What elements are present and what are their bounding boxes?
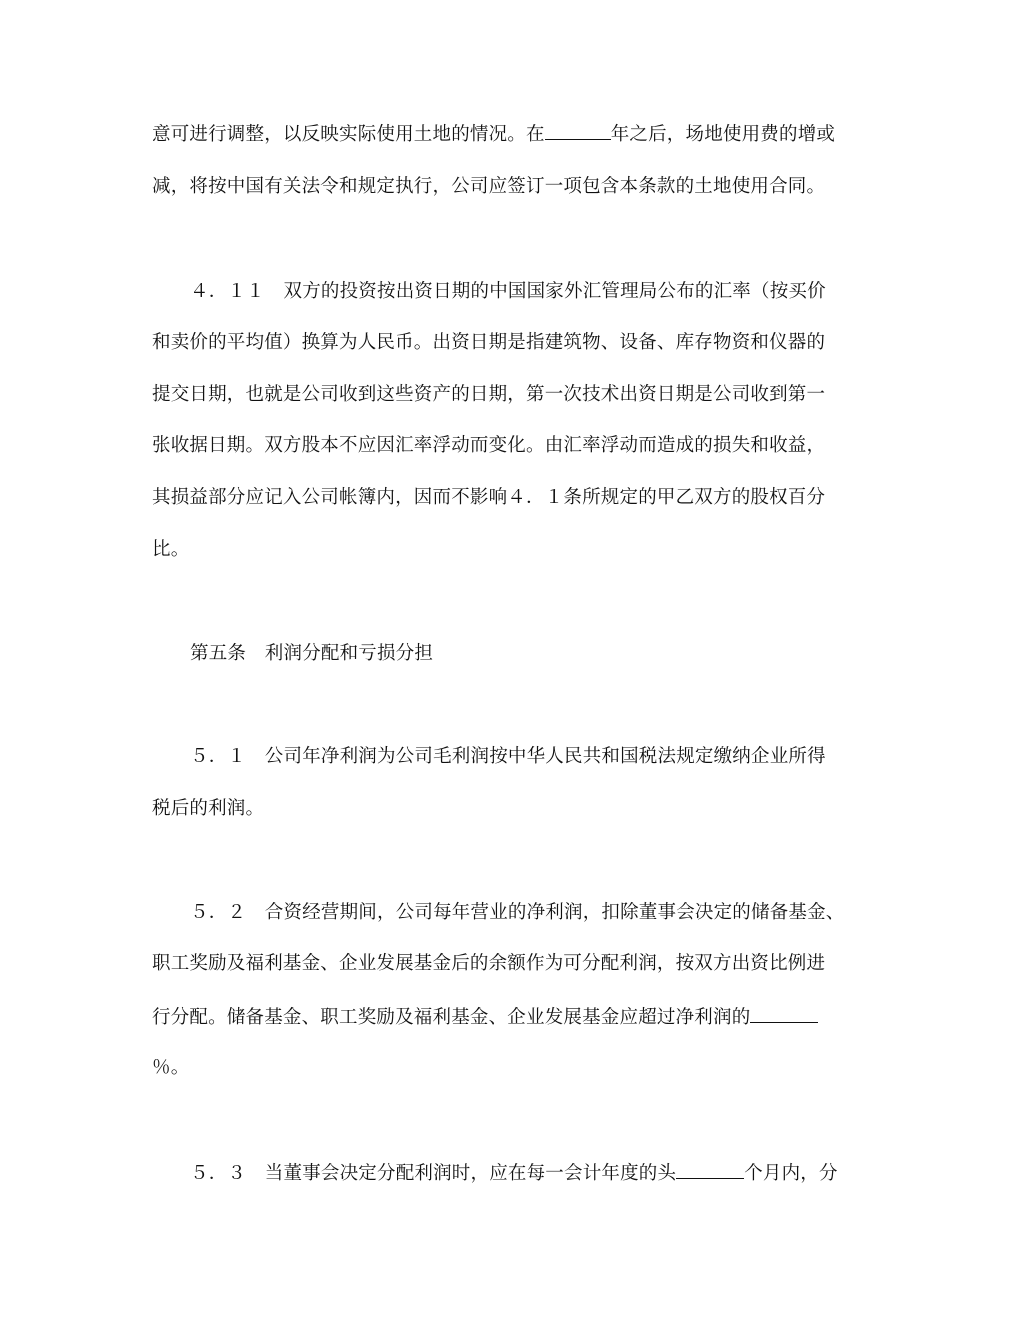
text-line-13 — [152, 952, 892, 976]
clause-5-1-line — [190, 745, 930, 769]
fill-in-blank — [545, 121, 611, 140]
text-line-11 — [152, 797, 892, 821]
text-segment: 意可进行调整，以反映实际使用土地的情况。在 — [152, 124, 545, 145]
clause-5-2-line — [190, 901, 930, 925]
text-line-2 — [152, 175, 892, 199]
clause-4-11-heading-line — [190, 280, 930, 304]
text-segment: 其损益部分应记入公司帐簿内，因而不影响４．１条所规定的甲乙双方的股权百分 — [152, 487, 826, 508]
text-segment: 张收据日期。双方股本不应因汇率浮动而变化。由汇率浮动而造成的损失和收益， — [152, 435, 826, 456]
text-segment: ％。 — [152, 1057, 190, 1078]
text-segment: 第五条 利润分配和亏损分担 — [190, 643, 434, 664]
text-line-1 — [152, 121, 892, 147]
section-5-heading — [190, 642, 930, 666]
text-line-8 — [152, 538, 892, 562]
text-line-15 — [152, 1056, 892, 1080]
text-segment: 职工奖励及福利基金、企业发展基金后的余额作为可分配利润，按双方出资比例进 — [152, 953, 826, 974]
clause-5-3-line — [190, 1160, 930, 1186]
text-segment: 提交日期，也就是公司收到这些资产的日期，第一次技术出资日期是公司收到第一 — [152, 384, 826, 405]
text-segment: ５．２ 合资经营期间，公司每年营业的净利润，扣除董事会决定的储备基金、 — [190, 902, 845, 923]
text-line-6 — [152, 434, 892, 458]
text-segment: ５．１ 公司年净利润为公司毛利润按中华人民共和国税法规定缴纳企业所得 — [190, 746, 826, 767]
text-segment: 个月内，分 — [744, 1163, 838, 1184]
text-line-4 — [152, 331, 892, 355]
text-segment: 税后的利润。 — [152, 798, 265, 819]
text-line-7 — [152, 486, 892, 510]
text-line-14 — [152, 1004, 892, 1030]
fill-in-blank — [750, 1004, 818, 1023]
text-segment: 行分配。储备基金、职工奖励及福利基金、企业发展基金应超过净利润的 — [152, 1007, 751, 1028]
text-segment: 年之后，场地使用费的增或 — [610, 124, 836, 145]
fill-in-blank — [676, 1160, 744, 1179]
text-segment: 比。 — [152, 539, 190, 560]
text-segment: ５．３ 当董事会决定分配利润时，应在每一会计年度的头 — [190, 1163, 677, 1184]
text-segment: 减，将按中国有关法令和规定执行，公司应签订一项包含本条款的土地使用合同。 — [152, 176, 826, 197]
text-segment: ４．１１ 双方的投资按出资日期的中国国家外汇管理局公布的汇率（按买价 — [190, 281, 826, 302]
text-segment: 和卖价的平均值）换算为人民币。出资日期是指建筑物、设备、库存物资和仪器的 — [152, 332, 826, 353]
text-line-5 — [152, 383, 892, 407]
